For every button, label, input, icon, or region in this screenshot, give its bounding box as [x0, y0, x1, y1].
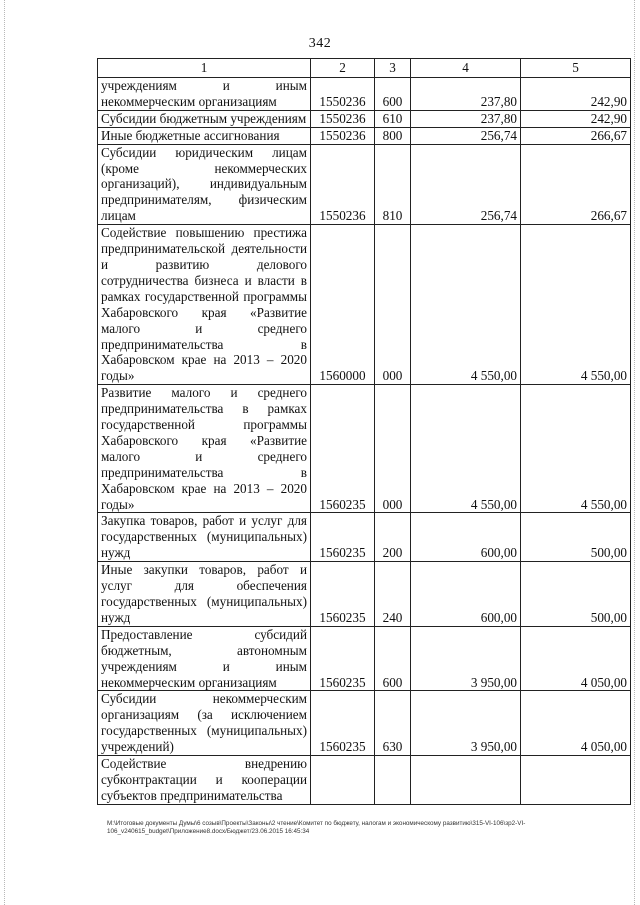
row-expense-type-code: 600 — [375, 78, 411, 111]
row-amount-year-2: 4 550,00 — [521, 385, 631, 513]
row-amount-year-1: 256,74 — [411, 127, 521, 144]
row-amount-year-1: 256,74 — [411, 144, 521, 225]
table-body — [98, 78, 631, 805]
row-amount-year-2: 4 550,00 — [521, 225, 631, 385]
row-amount-year-1: 3 950,00 — [411, 691, 521, 756]
table-row — [98, 756, 631, 805]
row-target-article-code: 1560235 — [311, 385, 375, 513]
row-amount-year-2: 4 050,00 — [521, 626, 631, 691]
table-row — [98, 225, 631, 385]
row-target-article-code: 1550236 — [311, 78, 375, 111]
row-expense-type-code: 810 — [375, 144, 411, 225]
table-row — [98, 691, 631, 756]
row-amount-year-1: 237,80 — [411, 78, 521, 111]
row-target-article-code: 1560235 — [311, 513, 375, 562]
row-amount-year-2: 242,90 — [521, 110, 631, 127]
column-header-5: 5 — [521, 59, 631, 78]
table-row — [98, 110, 631, 127]
row-amount-year-2: 4 050,00 — [521, 691, 631, 756]
row-amount-year-1: 4 550,00 — [411, 225, 521, 385]
row-expense-type-code: 200 — [375, 513, 411, 562]
row-expense-type-code — [375, 756, 411, 805]
row-expense-type-code: 610 — [375, 110, 411, 127]
row-expense-type-code: 240 — [375, 562, 411, 627]
row-amount-year-2: 500,00 — [521, 562, 631, 627]
row-amount-year-2: 266,67 — [521, 127, 631, 144]
left-binding-line — [4, 0, 6, 905]
row-target-article-code: 1550236 — [311, 110, 375, 127]
budget-table — [97, 58, 631, 805]
row-target-article-code: 1550236 — [311, 127, 375, 144]
row-expense-type-code: 800 — [375, 127, 411, 144]
row-description: Субсидии юридическим лицам (кроме некоммерческих организаций), индивидуальным предпринимателям, физическим лицам — [98, 144, 311, 225]
row-expense-type-code: 000 — [375, 385, 411, 513]
column-header-2: 2 — [311, 59, 375, 78]
row-target-article-code: 1560235 — [311, 562, 375, 627]
row-description: Развитие малого и среднего предпринимательства в рамках государственной программы Хабаровского края «Развитие малого и среднего предпринимательства в Хабаровском крае на 2013 – 2020 годы» — [98, 385, 311, 513]
row-amount-year-2 — [521, 756, 631, 805]
row-target-article-code: 1560235 — [311, 626, 375, 691]
row-amount-year-2: 500,00 — [521, 513, 631, 562]
row-description: учреждениям и иным некоммерческим организациям — [98, 78, 311, 111]
row-amount-year-2: 266,67 — [521, 144, 631, 225]
row-description: Содействие внедрению субконтрактации и кооперации субъектов предпринимательства — [98, 756, 311, 805]
table-row — [98, 562, 631, 627]
row-amount-year-1: 3 950,00 — [411, 626, 521, 691]
column-header-4: 4 — [411, 59, 521, 78]
page-number: 342 — [308, 36, 332, 51]
row-description: Закупка товаров, работ и услуг для государственных (муниципальных) нужд — [98, 513, 311, 562]
row-description: Субсидии бюджетным учреждениям — [98, 110, 311, 127]
row-description: Содействие повышению престижа предпринимательской деятельности и развитию делового сотрудничества бизнеса и власти в рамках государственной программы Хабаровского края «Развитие малого и среднего предпринимательства в Хабаровском крае на 2013 – 2020 годы» — [98, 225, 311, 385]
row-amount-year-1: 237,80 — [411, 110, 521, 127]
table-row — [98, 626, 631, 691]
table-row — [98, 127, 631, 144]
row-amount-year-2: 242,90 — [521, 78, 631, 111]
row-expense-type-code: 000 — [375, 225, 411, 385]
row-description: Иные закупки товаров, работ и услуг для обеспечения государственных (муниципальных) нужд — [98, 562, 311, 627]
table-row — [98, 385, 631, 513]
row-description: Иные бюджетные ассигнования — [98, 127, 311, 144]
row-target-article-code: 1550236 — [311, 144, 375, 225]
column-header-3: 3 — [375, 59, 411, 78]
row-target-article-code — [311, 756, 375, 805]
row-description: Предоставление субсидий бюджетным, автономным учреждениям и иным некоммерческим организациям — [98, 626, 311, 691]
table-row — [98, 513, 631, 562]
row-amount-year-1: 4 550,00 — [411, 385, 521, 513]
row-description: Субсидии некоммерческим организациям (за исключением государственных (муниципальных) учреждений) — [98, 691, 311, 756]
row-expense-type-code: 630 — [375, 691, 411, 756]
row-amount-year-1: 600,00 — [411, 562, 521, 627]
table-row — [98, 78, 631, 111]
table-row — [98, 144, 631, 225]
row-amount-year-1 — [411, 756, 521, 805]
row-target-article-code: 1560000 — [311, 225, 375, 385]
row-expense-type-code: 600 — [375, 626, 411, 691]
row-amount-year-1: 600,00 — [411, 513, 521, 562]
column-header-1: 1 — [98, 59, 311, 78]
file-path-footer: M:\Итоговые документы Думы\6 созыв\Проекты\Законы\2 чтение\Комитет по бюджету, налогам и экономическому развитию\315-VI-106\зр2-VI-106_v240615_budget\Приложение8.docx/Бюджет/23.06.2015 16:45:34 — [107, 820, 526, 835]
right-binding-line — [634, 0, 636, 905]
header-row — [98, 59, 631, 78]
row-target-article-code: 1560235 — [311, 691, 375, 756]
